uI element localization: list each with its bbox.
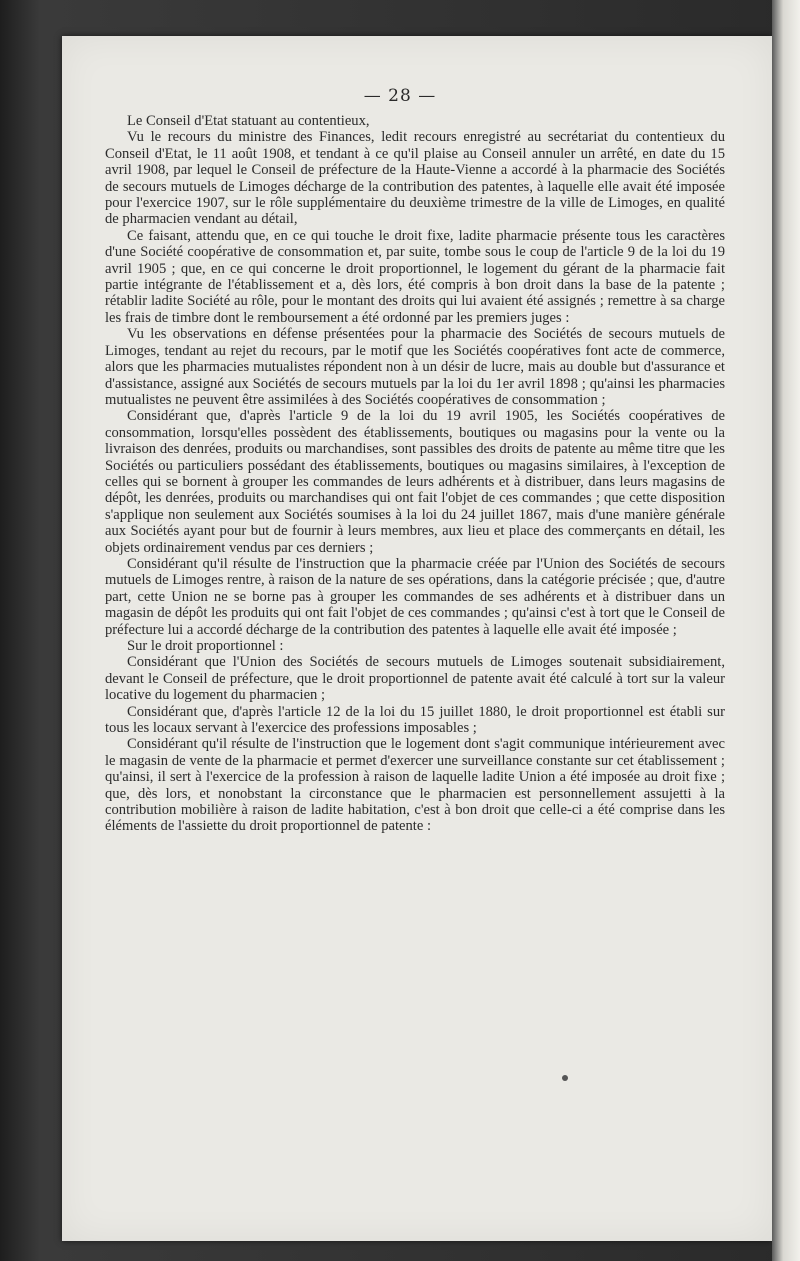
paragraph: Vu le recours du ministre des Finances, ledit recours enregistré au secrétariat du contentieux du Conseil d'Etat, le 11 août 1908, et tendant à ce qu'il plaise au Conseil annuler un arrêté, en date du 15 avril 1908, par lequel le Conseil de préfecture de la Haute-Vienne a accordé à la pharmacie des Sociétés de secours mutuels de Limoges décharge de la contribution des patentes, à laquelle elle avait été imposée pour l'exercice 1907, sur le rôle supplémentaire du deuxième trimestre de la ville de Limoges, en qualité de pharmacien vendant au détail, <box>105 129 725 228</box>
paragraph: Sur le droit proportionnel : <box>127 638 284 654</box>
paragraph: Considérant qu'il résulte de l'instruction que le logement dont s'agit communique intérieurement avec le magasin de vente de la pharmacie et permet d'exercer une surveillance constante sur cet établissement ; qu'ainsi, il sert à l'exercice de la profession à raison de laquelle ladite Union a été imposée au droit fixe ; que, dès lors, et nonobstant la circonstance que le pharmacien est personnellement assujetti à la contribution mobilière à raison de ladite habitation, c'est à bon droit que celle-ci a été comprise dans les éléments de l'assiette du droit proportionnel de patente : <box>105 736 725 835</box>
page-number: — 28 — <box>363 86 437 106</box>
paragraph: Considérant que l'Union des Sociétés de secours mutuels de Limoges soutenait subsidiairement, devant le Conseil de préfecture, que le droit proportionnel de patente avait été calculé à tort sur la valeur locative du logement du pharmacien ; <box>105 654 725 704</box>
paragraph: Le Conseil d'Etat statuant au contentieux, <box>127 113 370 129</box>
paragraph: Considérant que, d'après l'article 12 de la loi du 15 juillet 1880, le droit proportionnel est établi sur tous les locaux servant à l'exercice des professions imposables ; <box>105 703 725 737</box>
page-edge <box>772 0 800 1261</box>
paragraph: Considérant que, d'après l'article 9 de la loi du 19 avril 1905, les Sociétés coopératives de consommation, lorsqu'elles possèdent des établissements, boutiques ou magasins pour la vente ou la livraison des denrées, produits ou marchandises, sont passibles des droits de patente au même titre que les Sociétés ou particuliers possédant des établissements, boutiques ou magasins similaires, à l'exception de celles qui se bornent à grouper les commandes de leurs adhérents et à distribuer, dans leurs magasins de dépôt, les denrées, produits ou marchandises qui ont fait l'objet de ces commandes ; que cette disposition s'applique non seulement aux Sociétés soumises à la loi du 24 juillet 1867, mais d'une manière générale aux Sociétés ayant pour but de fournir à leurs membres, aux lieu et place des commerçants en détail, les objets ordinairement vendus par ces derniers ; <box>105 408 725 556</box>
paragraph: Considérant qu'il résulte de l'instruction que la pharmacie créée par l'Union des Sociétés de secours mutuels de Limoges rentre, à raison de la nature de ses opérations, dans la catégorie précisée ; que, d'autre part, cette Union ne se borne pas à grouper les commandes de ses adhérents et à distribuer dans un magasin de dépôt les produits qui ont fait l'objet de ces commandes ; qu'ainsi c'est à tort que le Conseil de préfecture lui a accordé décharge de la contribution des patentes à laquelle elle avait été imposée ; <box>105 555 725 638</box>
ink-speck <box>562 1075 568 1081</box>
body-text <box>105 113 725 835</box>
paragraph: Ce faisant, attendu que, en ce qui touche le droit fixe, ladite pharmacie présente tous les caractères d'une Société coopérative de consommation et, par suite, tombe sous le coup de l'article 9 de la loi du 19 avril 1905 ; que, en ce qui concerne le droit proportionnel, le logement du gérant de la pharmacie fait partie intégrante de l'établissement et a, dès lors, été compris à bon droit dans la base de la patente ; rétablir ladite Société au rôle, pour le montant des droits qui lui avaient été assignés ; remettre à sa charge les frais de timbre dont le remboursement a été ordonné par les premiers juges : <box>105 227 725 326</box>
paragraph: Vu les observations en défense présentées pour la pharmacie des Sociétés de secours mutuels de Limoges, tendant au rejet du recours, par le motif que les Sociétés coopératives font acte de commerce, alors que les pharmacies mutualistes répondent non à un désir de lucre, mais au double but d'assurance et d'assistance, assigné aux Sociétés de secours mutuels par la loi du 1er avril 1898 ; qu'ainsi les pharmacies mutualistes ne peuvent être assimilées à des Sociétés coopératives de consommation ; <box>105 326 725 408</box>
